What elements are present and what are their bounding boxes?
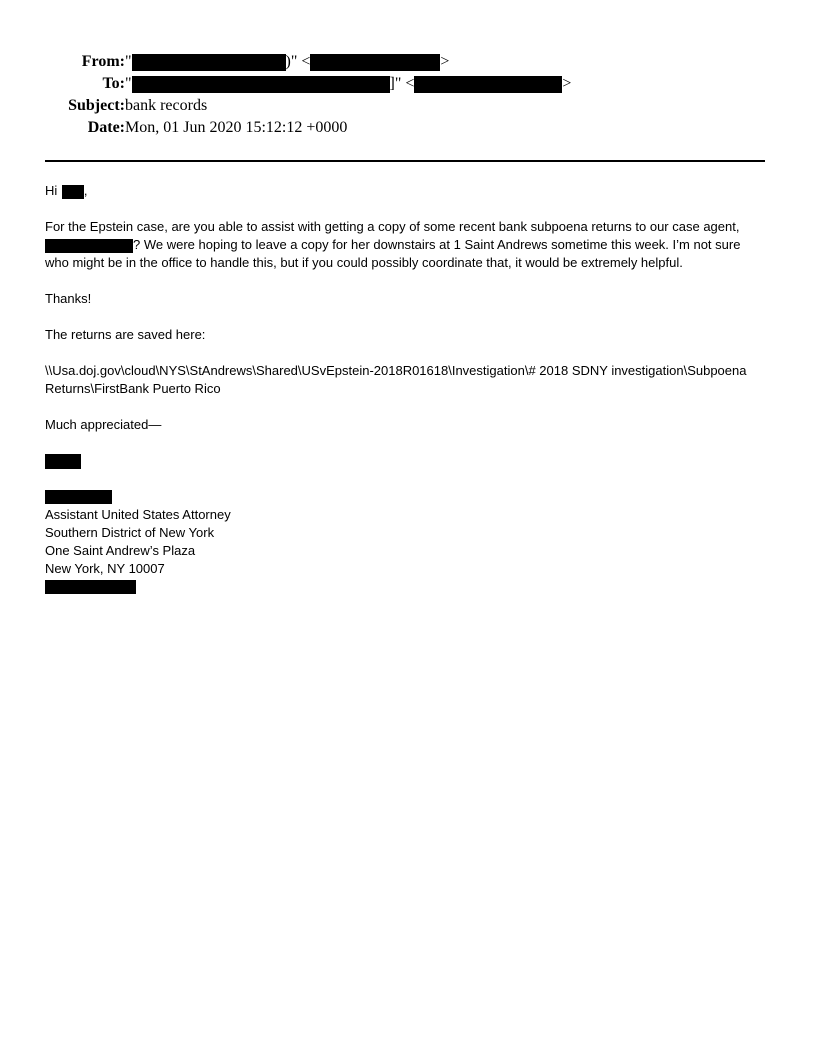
subject-label: Subject: xyxy=(68,97,125,114)
from-quote-open: " xyxy=(125,53,132,70)
file-path-line: Returns\FirstBank Puerto Rico xyxy=(45,381,221,396)
redaction-block xyxy=(62,185,84,199)
redaction-block xyxy=(45,490,112,504)
redaction-block xyxy=(132,76,390,93)
greeting-start: Hi xyxy=(45,183,58,198)
to-value xyxy=(125,74,571,94)
signature-address: New York, NY 10007 xyxy=(45,561,165,576)
paragraph-line: For the Epstein case, are you able to assist with getting a copy of some recent bank subpoena returns to our case agent, xyxy=(45,219,740,234)
greeting xyxy=(45,182,88,200)
signature-title: Assistant United States Attorney xyxy=(45,507,231,522)
returns-intro: The returns are saved here: xyxy=(45,327,206,342)
to-quote-open: " xyxy=(125,75,132,92)
redaction-block xyxy=(310,54,440,71)
paragraph-line: who might be in the office to handle this, but if you could possibly coordinate that, it would be extremely helpful. xyxy=(45,255,683,270)
from-value xyxy=(125,52,449,72)
subject-value: bank records xyxy=(125,97,208,114)
from-quote-close: )" < xyxy=(285,53,311,70)
to-angle-close: > xyxy=(562,75,572,92)
signature-office: Southern District of New York xyxy=(45,525,215,540)
redaction-block xyxy=(45,580,136,594)
to-row xyxy=(0,74,816,94)
greeting-end: , xyxy=(83,183,88,198)
redaction-block xyxy=(45,239,133,253)
file-path-line: \\Usa.doj.gov\cloud\NYS\StAndrews\Shared\USvEpstein-2018R01618\Investigation\# 2018 SDNY investigation\Subpoena xyxy=(45,363,747,378)
date-value: Mon, 01 Jun 2020 15:12:12 +0000 xyxy=(125,119,348,136)
to-label: To: xyxy=(102,75,125,92)
from-label: From: xyxy=(81,53,125,70)
header-divider xyxy=(45,160,765,162)
subject-row xyxy=(0,96,816,116)
redaction-block xyxy=(414,76,562,93)
closing-line: Much appreciated— xyxy=(45,417,162,432)
thanks-line: Thanks! xyxy=(45,291,92,306)
paragraph-text: ? We were hoping to leave a copy for her downstairs at 1 Saint Andrews sometime this week. I’m not sure xyxy=(133,237,741,252)
to-quote-close: ]" < xyxy=(389,75,415,92)
date-row xyxy=(0,118,816,138)
signature-address: One Saint Andrew’s Plaza xyxy=(45,543,196,558)
date-label: Date: xyxy=(87,119,125,136)
redaction-block xyxy=(132,54,286,71)
from-row xyxy=(0,52,816,72)
redaction-block xyxy=(45,454,81,469)
from-angle-close: > xyxy=(440,53,450,70)
paragraph-line xyxy=(45,236,740,254)
